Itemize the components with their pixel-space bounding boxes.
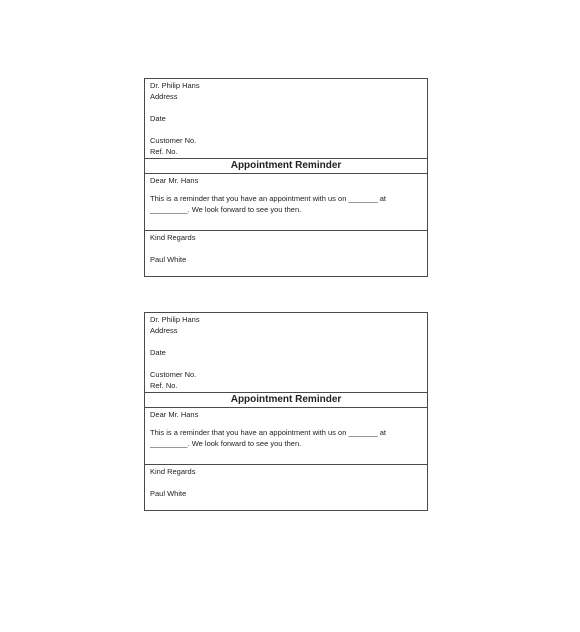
customer-no-label: Customer No. xyxy=(150,136,197,145)
doctor-name: Dr. Philip Hans xyxy=(150,315,200,324)
greeting: Dear Mr. Hans xyxy=(150,410,199,419)
sender-info xyxy=(145,79,427,158)
appointment-card-1 xyxy=(144,78,428,277)
message-line-1: This is a reminder that you have an appointment with us on _______ at xyxy=(150,428,386,437)
message-section xyxy=(145,408,427,465)
date-label: Date xyxy=(150,348,166,357)
address-label: Address xyxy=(150,326,178,335)
closing: Kind Regards xyxy=(150,467,196,476)
closing-section xyxy=(145,231,427,276)
greeting: Dear Mr. Hans xyxy=(150,176,199,185)
message-line-2: _________. We look forward to see you then. xyxy=(150,205,302,214)
signature: Paul White xyxy=(150,489,187,498)
message-line-2: _________. We look forward to see you then. xyxy=(150,439,302,448)
signature: Paul White xyxy=(150,255,187,264)
ref-no-label: Ref. No. xyxy=(150,147,178,156)
customer-no-label: Customer No. xyxy=(150,370,197,379)
card-title: Appointment Reminder xyxy=(145,392,427,408)
doctor-name: Dr. Philip Hans xyxy=(150,81,200,90)
closing-section xyxy=(145,465,427,510)
ref-no-label: Ref. No. xyxy=(150,381,178,390)
address-label: Address xyxy=(150,92,178,101)
card-title: Appointment Reminder xyxy=(145,158,427,174)
message-section xyxy=(145,174,427,231)
date-label: Date xyxy=(150,114,166,123)
message-line-1: This is a reminder that you have an appointment with us on _______ at xyxy=(150,194,386,203)
appointment-card-2 xyxy=(144,312,428,511)
sender-info xyxy=(145,313,427,392)
closing: Kind Regards xyxy=(150,233,196,242)
